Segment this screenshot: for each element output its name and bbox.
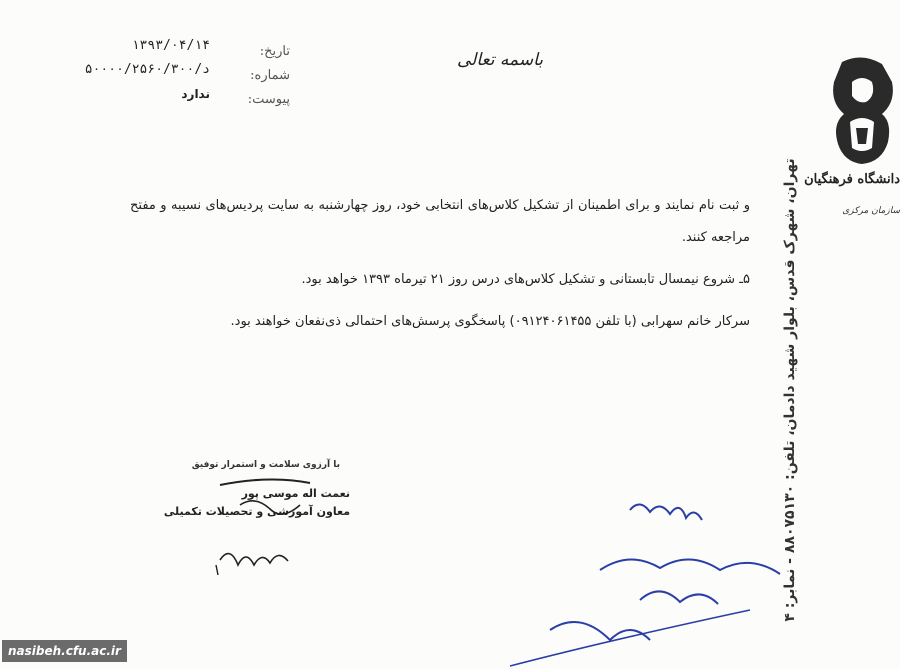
meta-values bbox=[60, 34, 210, 106]
signature-scribble-icon bbox=[160, 465, 340, 585]
meta-labels bbox=[232, 40, 290, 112]
logo-subtitle: سازمان مرکزی bbox=[842, 206, 900, 216]
number-label: شماره: bbox=[250, 68, 290, 83]
closing-line: با آرزوی سلامت و استمرار توفیق bbox=[191, 460, 340, 470]
number-value: د/۵۰۰۰۰/۲۵۶۰/۳۰۰ bbox=[84, 62, 210, 77]
website-watermark: nasibeh.cfu.ac.ir bbox=[2, 640, 127, 662]
attachment-value: ندارد bbox=[181, 87, 210, 101]
letter-body bbox=[130, 190, 750, 332]
handwritten-note-icon bbox=[490, 490, 790, 670]
attachment-label: پیوست: bbox=[247, 92, 290, 107]
signer-name: نعمت اله موسی پور bbox=[241, 487, 350, 500]
body-paragraph-2: ۵ـ شروع نیمسال تابستانی و تشکیل کلاس‌های درس روز ۲۱ تیرماه ۱۳۹۳ خواهد بود. bbox=[301, 272, 750, 287]
body-paragraph-3: سرکار خانم سهرابی (با تلفن ۰۹۱۲۴۰۶۱۴۵۵) پاسخگوی پرسش‌های احتمالی ذی‌نفعان خواهند بود. bbox=[230, 314, 750, 329]
logo-name: دانشگاه فرهنگیان bbox=[804, 172, 900, 187]
basmala: باسمه تعالی bbox=[457, 50, 543, 70]
body-paragraph-1: و ثبت نام نمایند و برای اطمینان از تشکیل کلاس‌های انتخابی خود، روز چهارشنبه به سایت پردیس‌های نسیبه و مفتح مراجعه کنند. bbox=[130, 198, 750, 245]
date-label: تاریخ: bbox=[259, 44, 290, 59]
signer-title: معاون آموزشی و تحصیلات تکمیلی bbox=[163, 505, 350, 518]
date-value: ۱۳۹۳/۰۴/۱۴ bbox=[131, 38, 210, 53]
university-logo-icon bbox=[822, 52, 900, 252]
address-strip: تهران، شهرک قدس، بلوار شهید دادمان، تلفن: ۸۸۰۷۵۱۳۰ - نمابر: ۴ bbox=[782, 158, 798, 622]
